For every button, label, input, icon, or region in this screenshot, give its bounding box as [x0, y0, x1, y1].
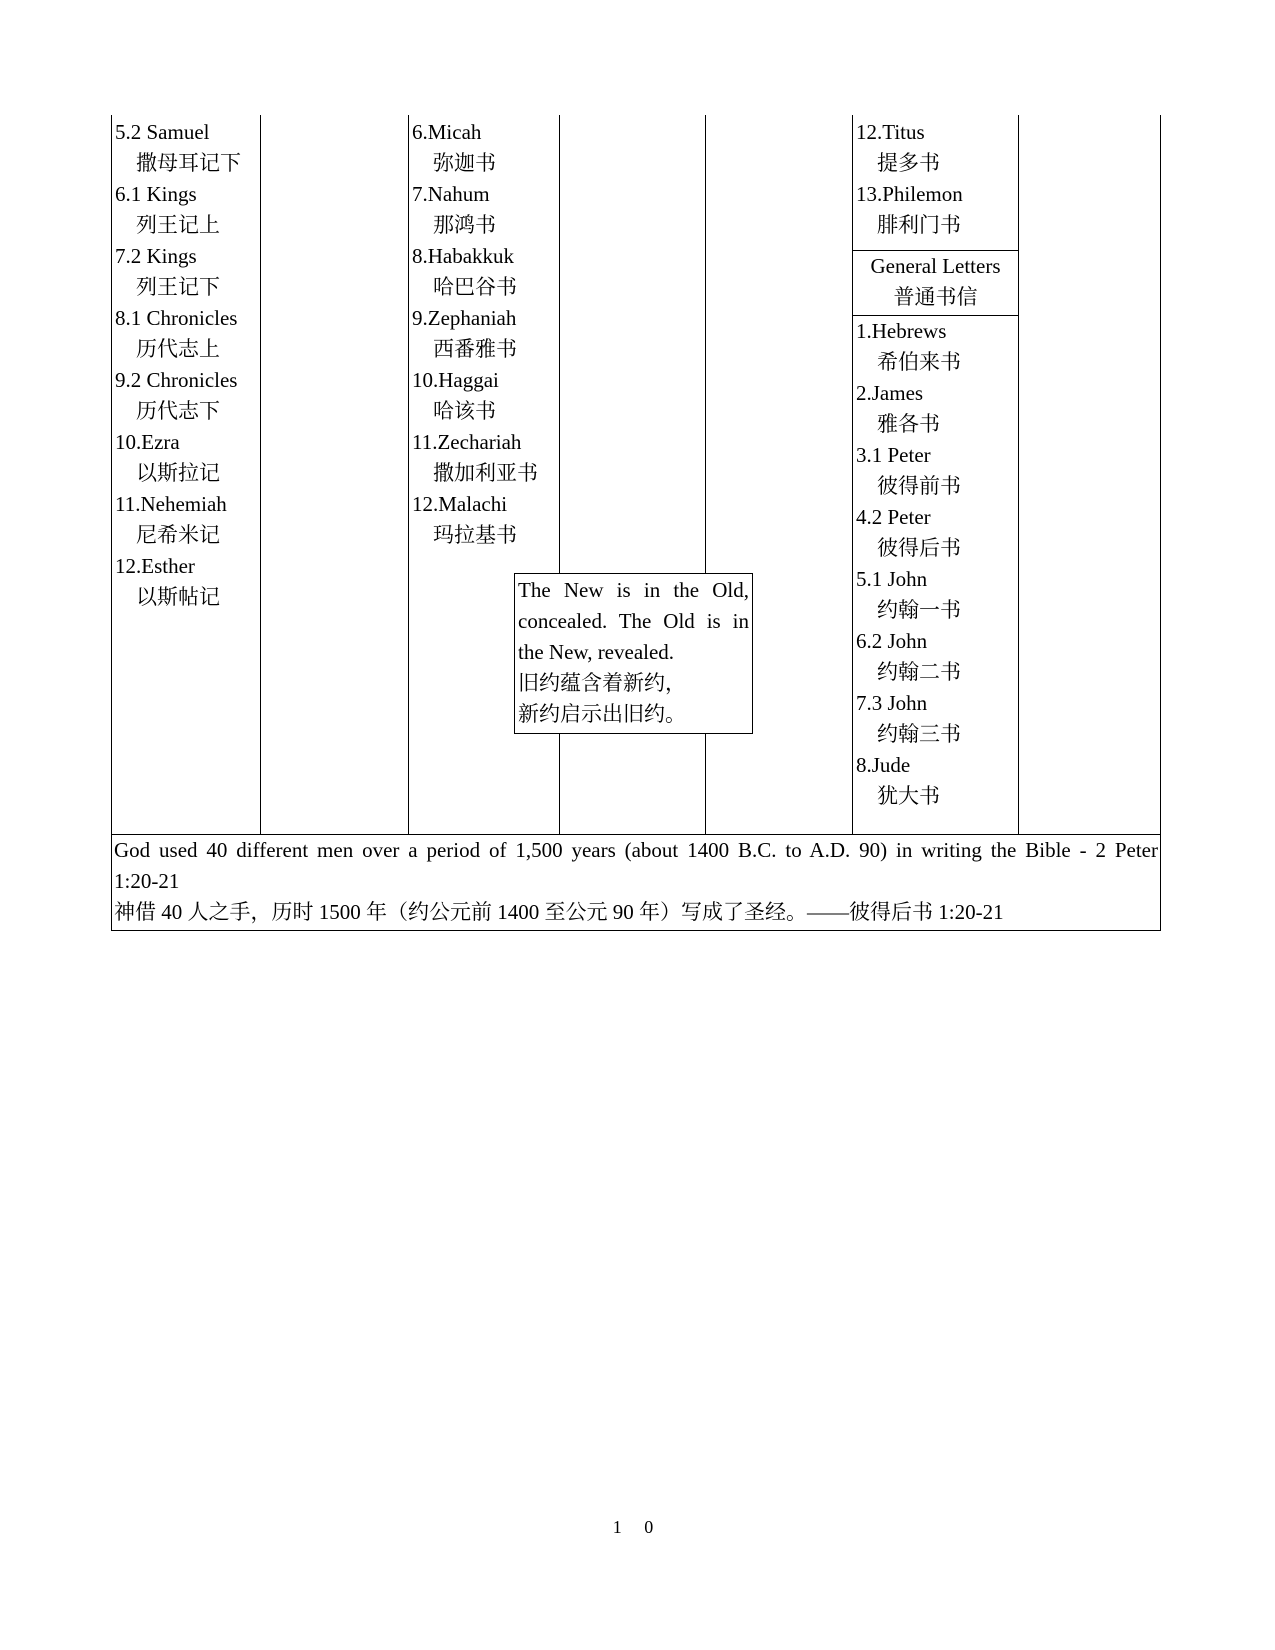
book-name-zh: 以斯帖记: [136, 585, 220, 609]
book-name-en: 10.Haggai: [412, 368, 499, 392]
book-name-zh: 撒加利亚书: [433, 461, 538, 485]
book-entry: [853, 564, 1018, 626]
book-entry: [853, 316, 1018, 378]
book-name-en: 6.1 Kings: [115, 182, 197, 206]
footer-row: [114, 835, 1158, 928]
book-name-en: 7.Nahum: [412, 182, 490, 206]
book-entry: [112, 117, 259, 179]
table-border-vertical: [1160, 115, 1161, 930]
book-name-zh: 彼得后书: [877, 536, 961, 560]
book-name-zh: 那鸿书: [433, 213, 496, 237]
book-entry: [409, 489, 558, 551]
book-name-zh: 撒母耳记下: [136, 151, 241, 175]
book-name-en: 13.Philemon: [856, 182, 963, 206]
bible-books-table: [111, 115, 1161, 930]
book-name-en: 8.Jude: [856, 753, 911, 777]
book-entry: [112, 365, 259, 427]
book-name-zh: 约翰一书: [877, 598, 961, 622]
book-name-zh: 以斯拉记: [136, 461, 220, 485]
page-number: 1 0: [612, 1517, 663, 1537]
book-entry: [112, 241, 259, 303]
book-name-en: 8.1 Chronicles: [115, 306, 238, 330]
book-name-en: 11.Zechariah: [412, 430, 522, 454]
section-header-zh: 普通书信: [893, 285, 978, 309]
table-border-vertical: [1018, 115, 1019, 834]
book-entry: [112, 303, 259, 365]
book-entry: [853, 179, 1018, 241]
book-name-zh: 腓利门书: [877, 213, 961, 237]
book-name-zh: 哈该书: [433, 399, 496, 423]
book-name-zh: 约翰二书: [877, 660, 961, 684]
table-border-horizontal: [111, 930, 1161, 931]
book-name-en: 9.2 Chronicles: [115, 368, 238, 392]
book-name-en: 7.2 Kings: [115, 244, 197, 268]
book-name-en: 9.Zephaniah: [412, 306, 517, 330]
book-name-zh: 历代志下: [136, 399, 220, 423]
book-name-zh: 弥迦书: [433, 151, 496, 175]
book-name-en: 5.2 Samuel: [115, 120, 210, 144]
book-name-en: 10.Ezra: [115, 430, 180, 454]
book-entry: [853, 688, 1018, 750]
section-header-en: General Letters: [870, 254, 1001, 278]
book-entry: [853, 440, 1018, 502]
book-name-zh: 尼希米记: [136, 523, 220, 547]
general-letters-header-cell: [853, 250, 1018, 316]
book-name-en: 3.1 Peter: [856, 443, 931, 467]
book-entry: [112, 179, 259, 241]
book-name-en: 12.Esther: [115, 554, 195, 578]
book-entry: [409, 303, 558, 365]
book-entry: [409, 179, 558, 241]
book-name-en: 12.Titus: [856, 120, 925, 144]
table-border-vertical: [260, 115, 261, 834]
book-entry: [112, 489, 259, 551]
book-entry: [409, 365, 558, 427]
quote-line: the New, revealed.: [518, 640, 675, 664]
book-name-en: 11.Nehemiah: [115, 492, 227, 516]
book-name-en: 1.Hebrews: [856, 319, 947, 343]
book-name-en: 4.2 Peter: [856, 505, 931, 529]
book-entry: [853, 750, 1018, 812]
quote-line: concealed. The Old is in: [518, 609, 749, 633]
book-name-zh: 西番雅书: [433, 337, 517, 361]
book-name-zh: 希伯来书: [877, 350, 961, 374]
column-new-testament-letters: [853, 117, 1018, 812]
footer-line-en-2: 1:20-21: [114, 869, 180, 893]
book-name-zh: 列王记下: [136, 275, 220, 299]
book-name-en: 7.3 John: [856, 691, 928, 715]
book-entry: [853, 378, 1018, 440]
book-name-zh: 历代志上: [136, 337, 220, 361]
book-name-zh: 犹大书: [877, 784, 940, 808]
book-name-zh: 提多书: [877, 151, 940, 175]
book-name-zh: 雅各书: [877, 412, 940, 436]
column-old-testament-history: [112, 117, 259, 613]
book-name-zh: 玛拉基书: [433, 523, 517, 547]
book-entry: [112, 551, 259, 613]
book-entry: [853, 117, 1018, 179]
quote-line: 旧约蕴含着新约，: [518, 671, 686, 695]
quote-line: The New is in the Old,: [518, 578, 749, 602]
book-entry: [853, 626, 1018, 688]
book-entry: [409, 241, 558, 303]
book-name-en: 2.James: [856, 381, 924, 405]
quote-box: [514, 573, 753, 734]
column-minor-prophets: [409, 117, 558, 551]
book-entry: [112, 427, 259, 489]
quote-line: 新约启示出旧约。: [518, 702, 686, 726]
book-name-en: 5.1 John: [856, 567, 928, 591]
footer-line-zh: 神借 40 人之手，历时 1500 年（约公元前 1400 至公元 90 年）写成了圣经。——彼得后书 1:20-21: [114, 900, 1004, 924]
book-entry: [853, 502, 1018, 564]
book-name-en: 6.2 John: [856, 629, 928, 653]
footer-line-en-1: God used 40 different men over a period of 1,500 years (about 1400 B.C. to A.D. 90) in writing the Bible - 2 Peter: [114, 838, 1158, 862]
book-name-en: 12.Malachi: [412, 492, 508, 516]
book-name-zh: 列王记上: [136, 213, 220, 237]
book-entry: [409, 427, 558, 489]
book-name-en: 6.Micah: [412, 120, 482, 144]
book-entry: [409, 117, 558, 179]
book-name-zh: 约翰三书: [877, 722, 961, 746]
book-name-zh: 哈巴谷书: [433, 275, 517, 299]
book-name-zh: 彼得前书: [877, 474, 961, 498]
book-name-en: 8.Habakkuk: [412, 244, 515, 268]
